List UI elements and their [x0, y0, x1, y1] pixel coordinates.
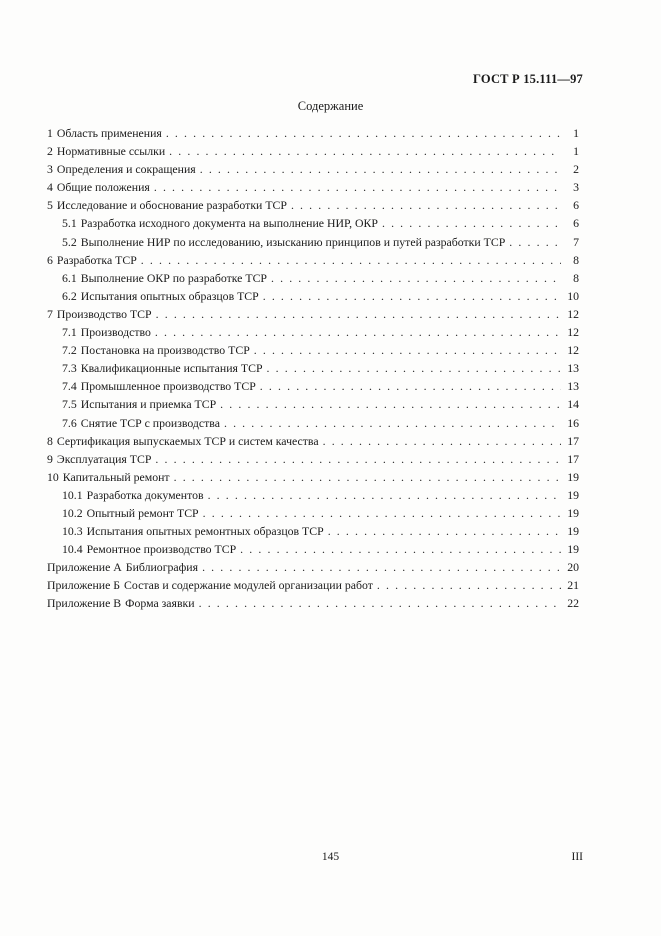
dot-leader	[263, 287, 561, 305]
dot-leader	[156, 305, 561, 323]
toc-entry-label: Эксплуатация ТСР	[56, 451, 152, 466]
toc-entry-number: 7.4	[62, 379, 77, 394]
toc-entry	[47, 468, 579, 486]
dot-leader	[260, 377, 561, 395]
dot-leader	[200, 160, 561, 178]
toc-entry	[47, 287, 579, 305]
toc-entry	[47, 486, 579, 504]
toc-entry-page: 8	[573, 270, 579, 285]
dot-leader	[220, 395, 561, 413]
toc-entry-label: Библиография	[125, 560, 199, 575]
dot-leader	[174, 468, 561, 486]
toc-entry	[47, 450, 579, 468]
toc-entry-number: 4	[47, 180, 53, 195]
toc-entry-page: 6	[573, 216, 579, 231]
toc-entry-page: 16	[567, 415, 579, 430]
toc-entry-label: Разработка ТСР	[56, 252, 137, 267]
toc-entry-page: 2	[573, 162, 579, 177]
toc-entry-page: 12	[567, 306, 579, 321]
toc-entry-number: 6	[47, 252, 53, 267]
toc-entry-page: 12	[567, 343, 579, 358]
toc-entry-label: Разработка исходного документа на выполнение НИР, ОКР	[80, 216, 378, 231]
toc-entry-page: 19	[567, 469, 579, 484]
toc-entry	[47, 178, 579, 196]
toc-entry-label: Производство	[80, 325, 151, 340]
toc-entry	[47, 522, 579, 540]
page-number: 145	[321, 851, 340, 863]
toc-entry-number: 7.3	[62, 361, 77, 376]
toc-entry-number: 5.1	[62, 216, 77, 231]
toc-title: Содержание	[297, 99, 364, 113]
toc-entry	[47, 594, 579, 612]
dot-leader	[271, 269, 561, 287]
toc-entry-number: Приложение Б	[47, 578, 121, 593]
toc-entry-label: Производство ТСР	[56, 306, 152, 321]
toc-entry	[47, 395, 579, 413]
toc-entry	[47, 359, 579, 377]
toc-entry-number: 6.2	[62, 288, 77, 303]
dot-leader	[203, 504, 561, 522]
toc-entry-page: 19	[567, 505, 579, 520]
toc-entry-page: 19	[567, 487, 579, 502]
toc-entry	[47, 540, 579, 558]
toc-entry-number: 1	[47, 126, 53, 140]
toc-entry-page: 14	[567, 397, 579, 412]
toc-entry-page: 19	[567, 542, 579, 557]
toc-entry	[47, 504, 579, 522]
toc-entry-number: 10.3	[62, 524, 83, 539]
toc-entry-number: 5.2	[62, 234, 77, 249]
toc-entry	[47, 558, 579, 576]
toc-entry-label: Капитальный ремонт	[62, 469, 170, 484]
toc-entry-number: 8	[47, 433, 53, 448]
toc-entry-page: 7	[573, 234, 579, 249]
toc-entry-page: 19	[567, 524, 579, 539]
toc-entry	[47, 341, 579, 359]
toc-entry	[47, 269, 579, 287]
dot-leader	[328, 522, 561, 540]
toc-entry-label: Испытания опытных образцов ТСР	[80, 288, 259, 303]
toc-entry-number: 7.2	[62, 343, 77, 358]
toc-entry-label: Общие положения	[56, 180, 150, 195]
toc-entry-number: 9	[47, 451, 53, 466]
toc-entry-page: 1	[573, 144, 579, 159]
toc-entry-label: Снятие ТСР с производства	[80, 415, 220, 430]
toc-entry-number: 7.5	[62, 397, 77, 412]
toc-entry	[47, 251, 579, 269]
toc-entry-number: 10.1	[62, 487, 83, 502]
toc-entry-label: Ремонтное производство ТСР	[86, 542, 237, 557]
toc-entry-number: 10.2	[62, 505, 83, 520]
toc-entry-page: 12	[567, 325, 579, 340]
toc-entry-page: 17	[567, 433, 579, 448]
toc-entry-page: 17	[567, 451, 579, 466]
toc-entry-page: 10	[567, 288, 579, 303]
toc-entry-page: 21	[567, 578, 579, 593]
dot-leader	[166, 124, 561, 142]
dot-leader	[224, 414, 561, 432]
roman-page-number: III	[571, 851, 583, 863]
toc-entry-label: Сертификация выпускаемых ТСР и систем качества	[56, 433, 319, 448]
toc-entry-number: 3	[47, 162, 53, 177]
toc-entry-page: 22	[567, 596, 579, 611]
toc-entry-label: Выполнение НИР по исследованию, изысканию принципов и путей разработки ТСР	[80, 234, 506, 249]
table-of-contents	[47, 124, 579, 613]
dot-leader	[254, 341, 561, 359]
toc-entry-page: 13	[567, 361, 579, 376]
toc-entry-number: Приложение В	[47, 596, 122, 611]
toc-entry-label: Исследование и обоснование разработки ТСР	[56, 198, 287, 213]
toc-entry-page: 3	[573, 180, 579, 195]
toc-entry-number: 10	[47, 469, 59, 484]
toc-entry-label: Выполнение ОКР по разработке ТСР	[80, 270, 267, 285]
toc-entry-number: 7.6	[62, 415, 77, 430]
toc-entry	[47, 323, 579, 341]
toc-entry-page: 1	[573, 126, 579, 140]
dot-leader	[291, 196, 561, 214]
toc-entry-label: Форма заявки	[125, 596, 195, 611]
toc-entry-label: Опытный ремонт ТСР	[86, 505, 199, 520]
toc-entry-number: 2	[47, 144, 53, 159]
toc-entry-label: Постановка на производство ТСР	[80, 343, 250, 358]
toc-entry-number: 5	[47, 198, 53, 213]
toc-entry	[47, 124, 579, 142]
toc-entry-label: Квалификационные испытания ТСР	[80, 361, 263, 376]
toc-entry-label: Определения и сокращения	[56, 162, 196, 177]
toc-entry	[47, 576, 579, 594]
toc-entry	[47, 142, 579, 160]
dot-leader	[155, 450, 561, 468]
dot-leader	[141, 251, 561, 269]
toc-entry	[47, 305, 579, 323]
toc-entry-page: 13	[567, 379, 579, 394]
toc-entry-number: 6.1	[62, 270, 77, 285]
toc-entry-label: Промышленное производство ТСР	[80, 379, 256, 394]
toc-entry	[47, 160, 579, 178]
toc-entry-page: 6	[573, 198, 579, 213]
dot-leader	[323, 432, 561, 450]
toc-entry-number: 10.4	[62, 542, 83, 557]
toc-entry	[47, 377, 579, 395]
toc-entry-label: Разработка документов	[86, 487, 204, 502]
toc-entry-number: 7	[47, 306, 53, 321]
dot-leader	[169, 142, 561, 160]
toc-entry	[47, 432, 579, 450]
toc-entry-page: 20	[567, 560, 579, 575]
dot-leader	[382, 214, 561, 232]
dot-leader	[155, 323, 561, 341]
toc-entry	[47, 414, 579, 432]
toc-entry-number: 7.1	[62, 325, 77, 340]
dot-leader	[240, 540, 561, 558]
dot-leader	[208, 486, 561, 504]
toc-entry-label: Испытания и приемка ТСР	[80, 397, 217, 412]
toc-entry	[47, 233, 579, 251]
toc-entry-number: Приложение А	[47, 560, 122, 575]
toc-entry-label: Область применения	[56, 126, 162, 140]
toc-entry	[47, 214, 579, 232]
toc-entry-label: Нормативные ссылки	[56, 144, 166, 159]
toc-entry-label: Состав и содержание модулей организации работ	[124, 578, 373, 593]
dot-leader	[377, 576, 561, 594]
toc-entry-label: Испытания опытных ремонтных образцов ТСР	[86, 524, 324, 539]
document-code: ГОСТ Р 15.111—97	[473, 72, 583, 86]
dot-leader	[199, 594, 561, 612]
toc-entry	[47, 196, 579, 214]
dot-leader	[509, 233, 561, 251]
toc-entry-page: 8	[573, 252, 579, 267]
dot-leader	[267, 359, 561, 377]
dot-leader	[202, 558, 561, 576]
dot-leader	[154, 178, 561, 196]
